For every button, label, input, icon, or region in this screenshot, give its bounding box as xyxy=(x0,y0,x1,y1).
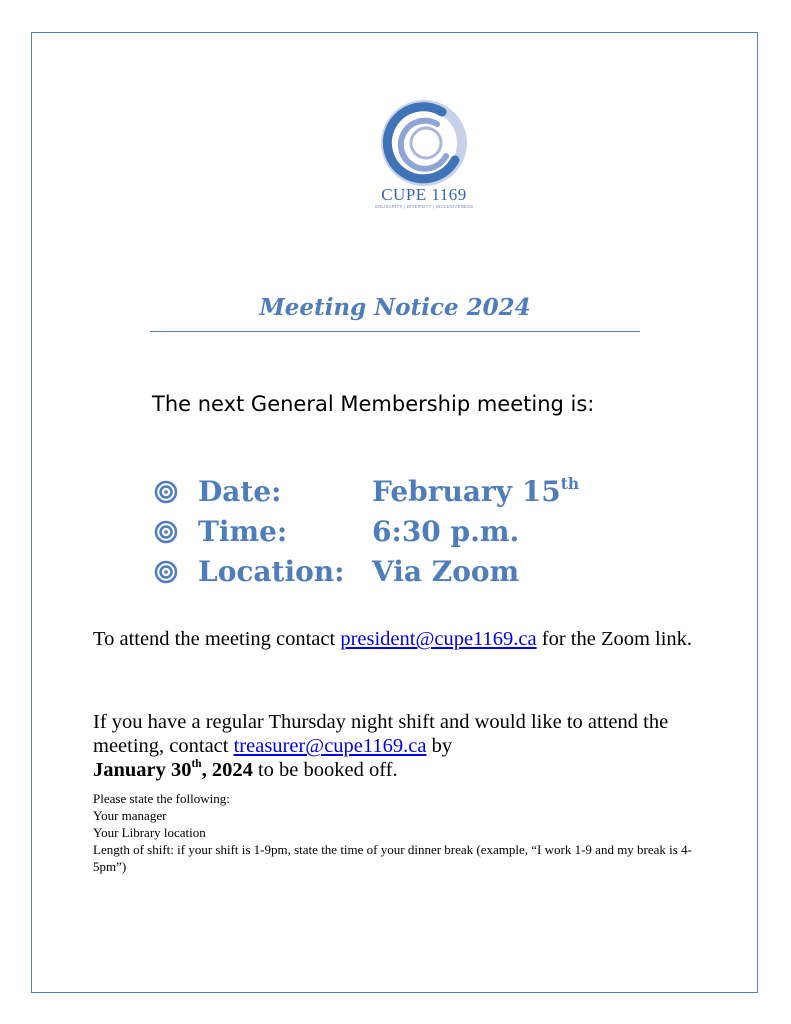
instructions-list xyxy=(93,790,713,875)
intro-text: The next General Membership meeting is: xyxy=(152,392,595,416)
target-bullet-icon xyxy=(154,480,178,504)
zoom-link-paragraph: To attend the meeting contact president@cupe1169.ca for the Zoom link. xyxy=(93,628,693,650)
notes-heading: Please state the following: xyxy=(93,791,230,806)
location-label: Location: xyxy=(198,555,345,588)
target-bullet-icon xyxy=(154,520,178,544)
deadline-date: January 30th, 2024 xyxy=(93,757,253,781)
target-bullet-icon xyxy=(154,560,178,584)
treasurer-email-link[interactable]: treasurer@cupe1169.ca xyxy=(233,735,427,757)
logo-name: CUPE 1169 xyxy=(381,185,467,204)
booking-paragraph: If you have a regular Thursday night shift and would like to attend the meeting, contact treasurer@cupe1169.ca by January 30th, 2024 to be booked off. xyxy=(93,711,669,781)
location-value: Via Zoom xyxy=(372,555,520,588)
note-item: Length of shift: if your shift is 1-9pm, state the time of your dinner break (example, “I work 1-9 and my break is 4-5pm”) xyxy=(93,842,692,874)
date-ordinal: th xyxy=(560,474,580,493)
note-item: Your manager xyxy=(93,808,167,823)
page-title: Meeting Notice 2024 xyxy=(259,294,531,321)
time-label: Time: xyxy=(198,515,288,548)
logo-rings-icon xyxy=(379,98,469,188)
title-divider xyxy=(150,331,640,332)
president-email-link[interactable]: president@cupe1169.ca xyxy=(340,628,537,650)
date-value: February 15th xyxy=(372,474,580,508)
date-label: Date: xyxy=(198,475,282,508)
time-value: 6:30 p.m. xyxy=(372,515,520,548)
cupe-logo xyxy=(360,98,488,224)
note-item: Your Library location xyxy=(93,825,206,840)
logo-tagline: SOLIDARITY | DIVERSITY | INCLUSIVENESS xyxy=(374,204,474,209)
